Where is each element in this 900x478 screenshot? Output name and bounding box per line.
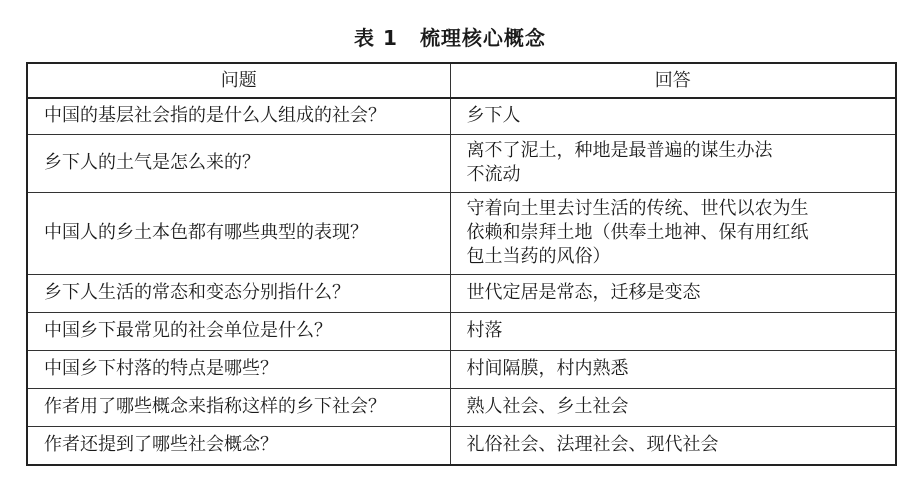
answer-line: 礼俗社会、法理社会、现代社会: [466, 434, 719, 456]
table-title: 梳理核心概念: [419, 26, 546, 50]
answer-cell: [450, 134, 896, 192]
table-row: [27, 388, 896, 426]
answer-cell: [450, 388, 896, 426]
header-row: [27, 63, 896, 98]
table-body: [27, 98, 896, 465]
table-row: [27, 426, 896, 465]
concept-table: [26, 62, 897, 466]
answer-cell: [450, 98, 896, 134]
question-cell: 作者还提到了哪些社会概念？: [27, 426, 450, 465]
header-answer: 回答: [450, 63, 896, 98]
table-row: [27, 192, 896, 274]
table-number: 表 1: [354, 26, 398, 50]
answer-line: 乡下人: [466, 105, 521, 127]
question-cell: 中国乡下最常见的社会单位是什么？: [27, 312, 450, 350]
answer-line: 村落: [466, 320, 503, 341]
table-row: [27, 274, 896, 312]
answer-line: 包土当药的风俗）: [466, 246, 611, 267]
table-caption: [0, 22, 900, 51]
answer-line: 守着向土里去讨生活的传统、世代以农为生: [466, 198, 809, 219]
header-question: 问题: [27, 63, 450, 98]
answer-cell: [450, 350, 896, 388]
question-cell: 作者用了哪些概念来指称这样的乡下社会？: [27, 388, 450, 426]
answer-line: 离不了泥土，种地是最普遍的谋生办法: [466, 140, 773, 161]
table-row: [27, 134, 896, 192]
question-cell: 中国的基层社会指的是什么人组成的社会？: [27, 98, 450, 134]
answer-cell: [450, 192, 896, 274]
answer-line: 村间隔膜，村内熟悉: [466, 358, 629, 379]
answer-line: 不流动: [466, 164, 521, 185]
question-cell: 中国乡下村落的特点是哪些？: [27, 350, 450, 388]
table-row: [27, 350, 896, 388]
answer-line: 熟人社会、乡土社会: [466, 396, 629, 417]
answer-cell: [450, 426, 896, 465]
answer-cell: [450, 312, 896, 350]
table-row: [27, 312, 896, 350]
answer-cell: [450, 274, 896, 312]
answer-line: 依赖和崇拜土地（供奉土地神、保有用红纸: [466, 222, 809, 243]
table-row: [27, 98, 896, 134]
question-cell: 乡下人生活的常态和变态分别指什么？: [27, 274, 450, 312]
question-cell: 乡下人的土气是怎么来的？: [27, 134, 450, 192]
question-cell: 中国人的乡土本色都有哪些典型的表现？: [27, 192, 450, 274]
answer-line: 世代定居是常态，迁移是变态: [466, 282, 701, 303]
